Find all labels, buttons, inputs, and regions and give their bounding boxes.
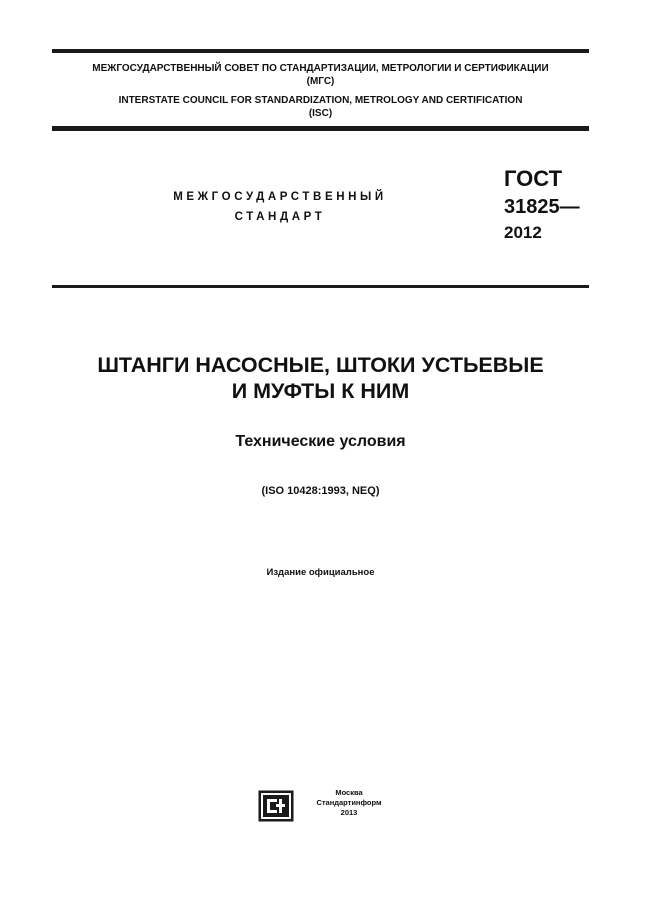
council-ru-name: МЕЖГОСУДАРСТВЕННЫЙ СОВЕТ ПО СТАНДАРТИЗАЦИИ, МЕТРОЛОГИИ И СЕРТИФИКАЦИИ: [92, 63, 549, 74]
standard-type: [150, 187, 410, 227]
document-subtitle: Технические условия: [235, 433, 406, 450]
top-rule: [52, 49, 589, 53]
council-ru-abbr: (МГС): [306, 76, 335, 87]
standard-type-line2: СТАНДАРТ: [234, 211, 326, 223]
title-line2: И МУФТЫ К НИМ: [231, 379, 410, 403]
middle-rule: [52, 126, 589, 131]
standard-type-line1: МЕЖГОСУДАРСТВЕННЫЙ: [173, 191, 387, 203]
gost-year: 2012: [504, 223, 542, 242]
edition-label: Издание официальное: [266, 567, 375, 578]
gost-label: ГОСТ: [504, 166, 563, 191]
publisher-block: [258, 788, 398, 824]
standartinform-logo-icon: [258, 790, 294, 822]
title-line1: ШТАНГИ НАСОСНЫЕ, ШТОКИ УСТЬЕВЫЕ: [97, 353, 544, 377]
council-ru: [52, 62, 589, 88]
gost-designation: [504, 164, 580, 245]
publisher-name: Стандартинформ: [316, 798, 382, 807]
council-en-name: INTERSTATE COUNCIL FOR STANDARDIZATION, METROLOGY AND CERTIFICATION: [118, 95, 523, 106]
gost-number: 31825—: [504, 196, 580, 218]
publisher-text: [306, 788, 392, 818]
publisher-city: Москва: [335, 788, 363, 797]
document-title: [52, 352, 589, 404]
publisher-year: 2013: [340, 808, 358, 817]
council-en-abbr: (ISC): [308, 108, 333, 119]
bottom-rule: [52, 285, 589, 288]
iso-reference: (ISO 10428:1993, NEQ): [261, 485, 380, 497]
council-en: [52, 94, 589, 120]
